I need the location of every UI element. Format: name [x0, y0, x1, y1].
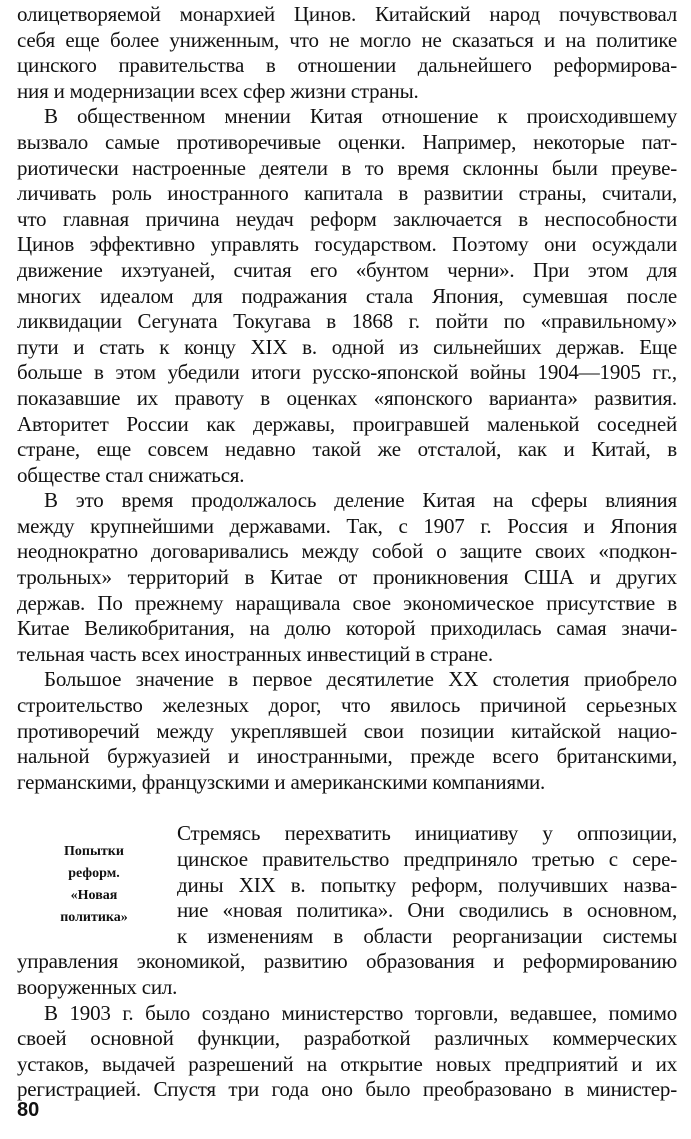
margin-heading: [35, 841, 153, 929]
margin-heading-line: реформ.: [68, 866, 120, 882]
text-line: движение ихэтуаней, считая его «бунтом черни». При этом для: [17, 257, 677, 282]
text-line: вооруженных сил.: [17, 974, 178, 999]
text-line: вызвало самые противоречивые оценки. Например, некоторые пат-: [17, 129, 677, 154]
text-line: Стремясь перехватить инициативу у оппозиции,: [177, 821, 677, 846]
text-line: регистрацией. Спустя три года оно было преобразовано в министер-: [17, 1077, 677, 1102]
text-line: больше в этом убедили итоги русско-японской войны 1904—1905 гг.,: [17, 360, 677, 385]
margin-heading-line: политика»: [60, 910, 128, 926]
text-line: цинское правительство предприняло третью с сере-: [177, 847, 677, 871]
margin-heading-line: «Новая: [70, 888, 118, 904]
text-line: показавшие их правоту в оценках «японского варианта» развития.: [17, 385, 677, 410]
text-line: строительство железных дорог, что явилось причиной серьезных: [17, 693, 677, 718]
text-line: стране, еще совсем недавно такой же отсталой, как и Китай, в: [17, 437, 677, 462]
text-line: цинского правительства в отношении дальнейшего реформирова-: [17, 53, 677, 78]
text-line: обществе стал снижаться.: [17, 462, 245, 487]
text-line: противоречий между укреплявшей свои позиции китайской нацио-: [17, 718, 677, 743]
text-line: ликвидации Сегуната Токугава в 1868 г. пойти по «правильному»: [17, 309, 677, 334]
text-line: трольных» территорий в Китае от проникновения США и других: [17, 565, 677, 590]
paragraph-2: [17, 104, 677, 488]
text-line: В это время продолжалось деление Китая на сферы влияния: [44, 488, 677, 513]
margin-heading-line: Попытки: [64, 844, 124, 860]
text-line: В общественном мнении Китая отношение к происходившему: [44, 104, 677, 129]
section-reforms: [17, 821, 677, 1000]
text-line: Авторитет России как державы, проигравшей маленькой соседней: [17, 411, 677, 436]
paragraph-4: [17, 667, 677, 795]
text-line: устаков, выдачей разрешений на открытие новых предприятий и их: [17, 1051, 677, 1076]
text-line: ние «новая политика». Они сводились в основном,: [177, 898, 677, 923]
text-line: дины XIX в. попытку реформ, получивших назва-: [177, 872, 677, 897]
text-line: ния и модернизации всех сфер жизни страны.: [17, 78, 419, 103]
text-line: пути и стать к концу XIX в. одной из сильнейших держав. Еще: [17, 334, 677, 359]
text-line: личивать роль иностранного капитала в развитии страны, считали,: [17, 181, 677, 206]
text-line: Большое значение в первое десятилетие XX столетия приобрело: [44, 667, 677, 692]
text-line: между крупнейшими державами. Так, с 1907 г. Россия и Япония: [17, 513, 677, 538]
paragraph-3: [17, 488, 677, 667]
paragraph-6: [17, 1001, 677, 1103]
text-line: себя еще более униженным, что не могло не сказаться и на политике: [17, 27, 677, 52]
text-line: что главная причина неудач реформ заключается в неспособности: [17, 206, 677, 231]
text-line: Китае Великобритания, на долю которой приходилась самая значи-: [17, 616, 677, 641]
text-line: управления экономикой, развитию образования и реформированию: [17, 949, 677, 974]
page-number: 80: [17, 1099, 40, 1121]
text-line: риотически настроенные деятели в то время склонны были преуве-: [17, 155, 677, 180]
text-line: многих идеалом для подражания стала Япония, сумевшая после: [17, 283, 677, 308]
text-line: нальной буржуазией и иностранными, прежде всего британскими,: [17, 744, 677, 769]
paragraph-1: [17, 2, 677, 104]
text-line: германскими, французскими и американскими компаниями.: [17, 769, 546, 794]
text-line: держав. По прежнему наращивала свое экономическое присутствие в: [17, 590, 677, 615]
text-line: олицетворяемой монархией Цинов. Китайский народ почувствовал: [17, 2, 677, 26]
text-line: Цинов эффективно управлять государством. Поэтому они осуждали: [17, 232, 677, 257]
text-line: своей основной функции, разработкой различных коммерческих: [17, 1026, 677, 1051]
text-line: неоднократно договаривались между собой о защите своих «подкон-: [17, 539, 677, 564]
text-line: В 1903 г. было создано министерство торговли, ведавшее, помимо: [44, 1000, 677, 1025]
text-line: к изменениям в области реорганизации системы: [177, 923, 677, 948]
page-body: [17, 2, 677, 1103]
text-line: тельная часть всех иностранных инвестиций в стране.: [17, 641, 493, 666]
